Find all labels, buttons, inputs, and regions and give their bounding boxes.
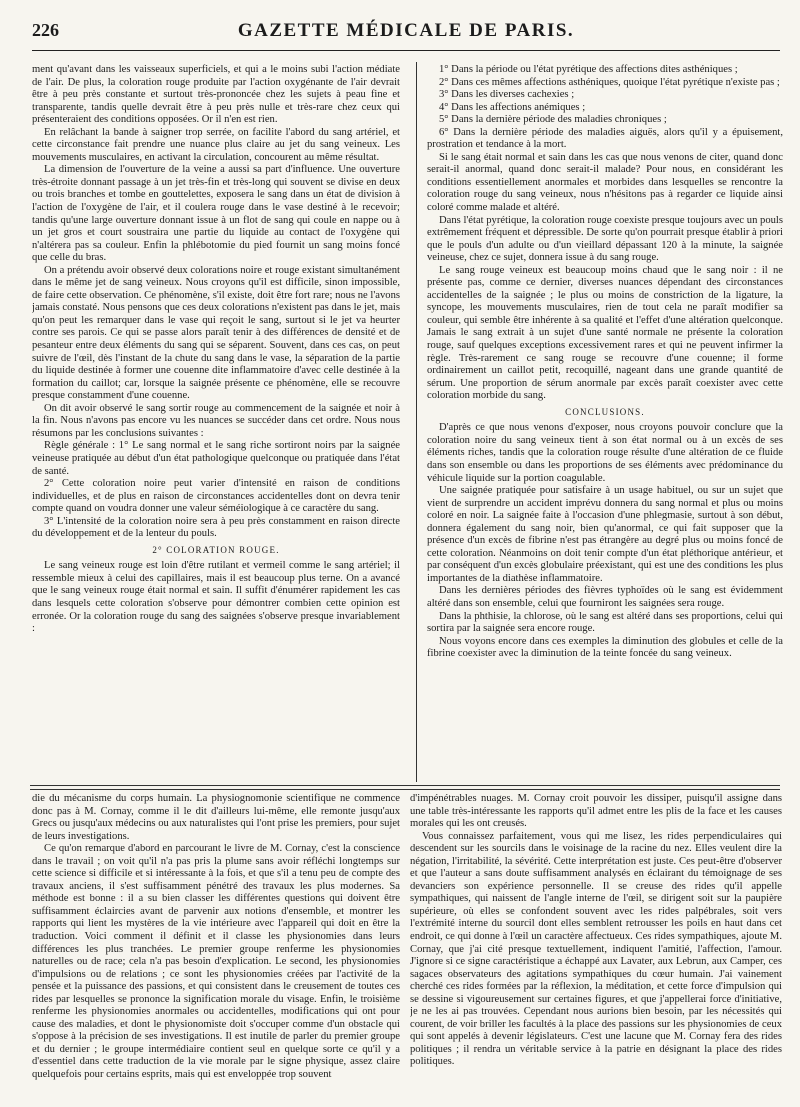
list-item: 2° Dans ces mêmes affections asthéniques, quoique l'état pyrétique n'existe pas ; xyxy=(439,76,780,88)
paragraph: Si le sang était normal et sain dans les cas que nous venons de citer, quand donc serait-il anormal, quand donc serait-il malade? Pour nous, en considérant les conditions essentiellement anormales et morbides dans lesquelles se rencontre la coloration rouge du sang veineux, nous n'hésitons pas à regarder ce liquide ainsi coloré comme malade et altéré. xyxy=(427,151,783,214)
page-header xyxy=(32,20,780,51)
review-column-left xyxy=(32,793,400,1093)
paragraph: Ce qu'on remarque d'abord en parcourant le livre de M. Cornay, c'est la conscience dans le travail ; on voit qu'il n'a pas pris la plume sans avoir réfléchi longtemps sur cette science si difficile et si intéressante à la fois, et que s'il a tenu peu de compte des travaux anciens, il s'est suffisamment pénétré des travaux les plus modernes. Sa méthode est bonne : il a su bien classer les différentes questions qui doivent être suffisamment éclaircies avant de parvenir aux notions d'ensemble, et montrer les rapports qui lient les mystères de la vie intérieure avec l'appareil qui doit en être la traduction. Voici comment il définit et il classe les physionomies dans leurs différences les plus tranchées. Le premier groupe renferme les physionomies naturelles ou de race; cela n'a pas besoin d'explication. Le second, les physionomies d'impulsions ou de relations ; ce sont les physionomies créées par l'activité de la pensée et la puissance des passions, et qui consistent dans le creusement de toutes ces rides par lesquelles se prononce la signification morale du visage. Enfin, le troisième renferme les physionomies anormales ou accidentelles, modifications qui ont pour cause des maladies, et dont le physionomiste doit s'occuper comme d'un obstacle qui s'oppose à la précision de ses investigations. Il est inutile de parler du premier groupe et du dernier ; le groupe intermédiaire contient seul en quelque sorte ce qu'il y a d'essentiel dans cette traduction de la vie morale par le signe physique, assez claire quelquefois pour certains esprits, mais qui est enveloppée trop souvent xyxy=(32,843,400,1081)
list-item: 6° Dans la dernière période des maladies aiguës, alors qu'il y a épuisement, prostration et tendance à la mort. xyxy=(427,126,783,151)
paragraph: Une saignée pratiquée pour satisfaire à un usage habituel, ou sur un sujet que vient de surprendre un accident imprévu donnera du sang normal et plus ou moins coloré en noir. La saignée faite à l'occasion d'une phlegmasie, surtout à son début, donnera également du sang noir, bien qu'anormal, ce qui fait supposer que la présence d'un excès de fibrine n'est pas étrangère au degré plus ou moins foncé de cette coloration. Néanmoins on doit tenir compte d'un état pléthorique antérieur, et par conséquent d'un excès globulaire préexistant, qui est une des conditions les plus importantes de la diathèse inflammatoire. xyxy=(427,485,783,584)
list-item: 3° Dans les diverses cachexies ; xyxy=(439,89,575,101)
paragraph: Dans les dernières périodes des fièvres typhoïdes où le sang est évidemment altéré dans son ensemble, celui que fourniront les saignées sera rouge. xyxy=(427,585,783,609)
paragraph: En relâchant la bande à saigner trop serrée, on facilite l'abord du sang artériel, et cette circonstance fait prendre une nuance plus claire au jet du sang veineux. Les mouvements musculaires, en activant la circulation, concourent au même résultat. xyxy=(32,126,400,163)
paragraph: ment qu'avant dans les vaisseaux superficiels, et qui a le moins subi l'action médiate de l'air. De plus, la coloration rouge produite par l'action oxygénante de l'air devrait être à peu près constante et surtout très-prononcée chez les sujets à peau fine et transparente, tandis quelle devrait être à peu près nulle et très-rare chez ceux qui présenteraient des conditions opposées. Or il n'en est rien. xyxy=(32,64,400,126)
section-heading-red-coloration: 2° COLORATION ROUGE. xyxy=(152,544,280,555)
article-column-right xyxy=(427,64,783,782)
paragraph: d'impénétrables nuages. M. Cornay croit pouvoir les dissiper, puisqu'il assigne dans une table très-intéressante les rapports qu'il admet entre les plis de la face et les causes morales qui les ont creusés. xyxy=(410,793,782,830)
section-divider xyxy=(30,789,780,790)
article-column-left xyxy=(32,64,400,782)
review-column-right xyxy=(410,793,782,1093)
paragraph: Règle générale : 1° Le sang normal et le sang riche sortiront noirs par la saignée veineuse pratiquée au début d'un état pathologique quelconque ou pratiquée dans l'état de santé. xyxy=(32,440,400,477)
paragraph: die du mécanisme du corps humain. La physiognomonie scientifique ne commence donc pas à M. Cornay, comme il le dit d'ailleurs lui-même, elle remonte jusqu'aux Grecs ou jusqu'aux médecins ou aux naturalistes qui l'ont prise les premiers, pour sujet de leurs investigations. xyxy=(32,793,400,842)
paragraph: Dans l'état pyrétique, la coloration rouge coexiste presque toujours avec un pouls extrêmement fréquent et dépressible. De sorte qu'on pourrait presque établir à priori que le pouls d'un adulte ou d'un vieillard dépassant 120 à la minute, la saignée veineuse, chez ce sujet, donnera issue à du sang rouge. xyxy=(427,214,783,264)
section-heading-conclusions: CONCLUSIONS. xyxy=(565,406,645,417)
list-item: 4° Dans les affections anémiques ; xyxy=(439,101,586,113)
list-item: 5° Dans la dernière période des maladies chroniques ; xyxy=(439,114,667,126)
paragraph: 3° L'intensité de la coloration noire sera à peu près constamment en raison directe du développement et de la lenteur du pouls. xyxy=(32,515,400,540)
paragraph: D'après ce que nous venons d'exposer, nous croyons pouvoir conclure que la coloration noire du sang veineux tient à son état normal ou à un excès de ses éléments riches, tandis que la coloration rouge résulte d'une altération de ce fluide dans son ensemble ou dans les proportions de ses éléments avec prédominance du véhicule liquide sur la portion coagulable. xyxy=(427,422,783,484)
paragraph: On a prétendu avoir observé deux colorations noire et rouge existant simultanément dans le même jet de sang veineux. Nous croyons qu'il est difficile, sinon impossible, de faire cette observation. Ce phénomène, s'il existe, doit être fort rare; nous ne l'avons jamais constaté. Nous pensons que ces deux colorations n'existent pas dans le jet, mais qu'on peut les remarquer dans le vase qui reçoit le sang, surtout si le jet va heurter contre ses parois. Ce qui se passe alors paraît tenir à des différences de densité et de pesanteur entre deux éléments du sang qui se séparent. Souvent, dans ces cas, on peut suivre de l'œil, dès l'instant de la chute du sang dans le vase, la séparation de la partie du liquide destinée à former une couenne dite inflammatoire d'avec celle destinée à la formation du caillot; car, lorsque la saignée présente ce phénomène, elle se recouvre presque constamment d'une couenne. xyxy=(32,264,400,402)
journal-title: GAZETTE MÉDICALE DE PARIS. xyxy=(237,20,575,41)
section-divider xyxy=(30,785,780,786)
list-item: 1° Dans la période ou l'état pyrétique des affections dites asthéniques ; xyxy=(439,64,738,75)
paragraph: La dimension de l'ouverture de la veine a aussi sa part d'influence. Une ouverture très-étroite donnant passage à un jet très-fin et très-long qui souvent se divise en deux ou trois branches et tombe en gouttelettes, exposera le sang dans un état de division à l'action de l'oxygène de l'air, et il coulera rouge dans le vase destiné à le recevoir; tandis qu'une large ouverture donnant issue à un flot de sang qui coule en nappe ou à un jet gros et court soustraira une partie du liquide au contact de l'oxygène qui n'altérera pas sa couleur. Enfin la phlébotomie du pied fournit un sang moins foncé que celle du bras. xyxy=(32,164,400,264)
paragraph: Vous connaissez parfaitement, vous qui me lisez, les rides perpendiculaires qui descendent sur les sourcils dans le voisinage de la racine du nez. Elles veulent dire la négation, l'irritabilité, la sévérité. Cette interprétation est juste. Ces peut-être d'observer et que l'auteur a sans doute suffisamment analysés en éclairant du témoignage de ses devanciers son expérience personnelle. Il se creuse des rides qu'il appelle sympathiques, qui naissent de l'angle interne de l'œil, se dirigent soit sur la paupière supérieure, où elles se confondent souvent avec les rides palpébrales, soit vers l'extrémité interne du sourcil dont elles semblent retrousser les poils en haut dans cet endroit, ce qui donne à l'œil un caractère affectueux. Ces rides sympathiques, ajoute M. Cornay, que j'ai cité presque textuellement, indiquent l'amitié, l'affection, l'amour. J'ignore si ce signe caractéristique a échappé aux Lavater, aux Lebrun, aux Camper, ces sagaces observateurs des agitations sympathiques du cœur humain. J'ai vainement cherché ces rides formées par la réflexion, la méditation, et cette force d'impulsion qui se dessine si vigoureusement sur certaines figures, et que j'appellerai force d'initiative, je ne les ai pas trouvées. Cependant nous aurions bien besoin, par les nécessités qui courent, de voir briller les facultés à la place des passions sur les physionomies de ceux qui sont appelés à devenir législateurs. C'est une lacune que M. Cornay fera des rides politiques ; il rendra un véritable service à la patrie en désignant la place des rides politiques. xyxy=(410,830,782,1068)
paragraph: On dit avoir observé le sang sortir rouge au commencement de la saignée et noir à la fin. Nous n'avons pas encore vu les nuances se succéder dans cet ordre. Nous nous résumons par les conclusions suivantes : xyxy=(32,402,400,439)
page-number: 226 xyxy=(32,20,59,40)
paragraph: Nous voyons encore dans ces exemples la diminution des globules et celle de la fibrine coexister avec la diminution de la teinte foncée du sang veineux. xyxy=(427,635,783,660)
paragraph: Le sang veineux rouge est loin d'être rutilant et vermeil comme le sang artériel; il ressemble mieux à celui des capillaires, mais il est beaucoup plus terne. On a avancé que le sang veineux rouge était normal et sain. Il suffit d'énumérer rapidement les cas dans lesquels cette coloration s'observe pour démontrer combien cette opinion est erronée. Or la coloration rouge du sang des saignées s'observe presque invariablement : xyxy=(32,560,400,635)
paragraph: Dans la phthisie, la chlorose, où le sang est altéré dans ses proportions, celui qui sortira par la saignée sera encore rouge. xyxy=(427,610,783,635)
paragraph: 2° Cette coloration noire peut varier d'intensité en raison de conditions individuelles, et de plus en raison de circonstances accidentelles dont on devra tenir compte quand on voudra donner une valeur séméiologique à ce caractère du sang. xyxy=(32,478,400,515)
paragraph: Le sang rouge veineux est beaucoup moins chaud que le sang noir : il ne présente pas, comme ce dernier, diverses nuances dépendant des circonstances accidentelles de la saignée ; le plus ou moins de constriction de la ligature, la syncope, les mouvements musculaires, rien de tout cela ne paraît modifier sa couleur, qui semble être inhérente à sa qualité et l'effet d'une altération quelconque. Jamais le sang extrait à un sujet d'une santé normale ne présente la coloration rouge, sauf quelques exceptions excessivement rares et qui ne peuvent infirmer la règle. Très-rarement ce sang rouge se recouvre d'une couenne; il forme ordinairement un caillot petit, recoquillé, nageant dans une grande quantité de sérum. Une proportion de sérum anormale par excès paraît coexister avec cette coloration morbide du sang. xyxy=(427,264,783,402)
column-divider xyxy=(416,62,417,782)
